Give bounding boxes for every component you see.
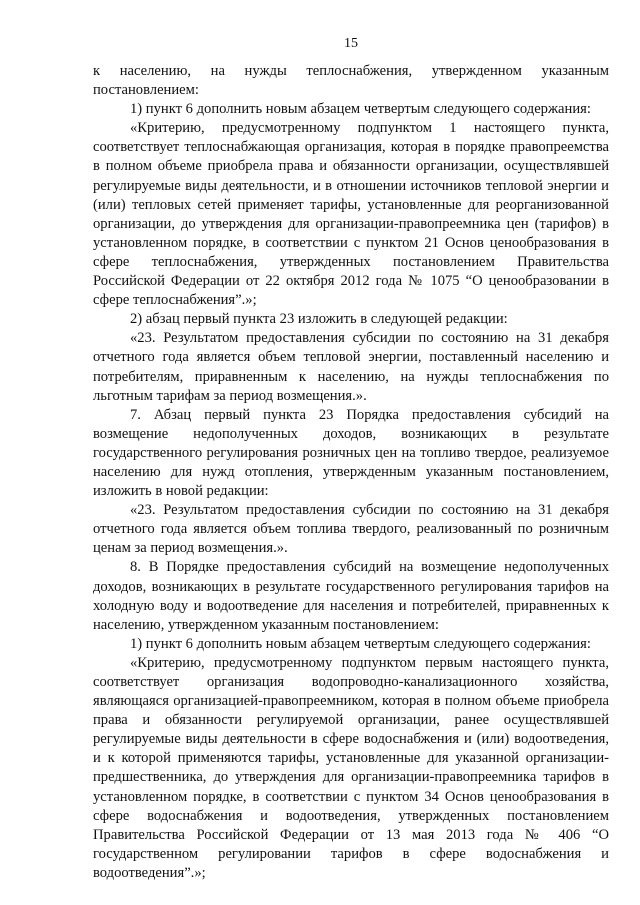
paragraph-item-7: 7. Абзац первый пункта 23 Порядка предоставления субсидий на возмещение недополученных доходов, возникающих в результате государственного регулирования розничных цен на топливо твердое, реализуемое населению для нужд отопления, утвержденным указанным постановлением, изложить в новой редакции:	[93, 406, 609, 500]
paragraph-continuation: к населению, на нужды теплоснабжения, утвержденном указанным постановлением:	[93, 63, 609, 99]
paragraph-subpoint-1: 1) пункт 6 дополнить новым абзацем четвертым следующего содержания:	[130, 101, 591, 118]
paragraph-subpoint-2: 2) абзац первый пункта 23 изложить в следующей редакции:	[130, 311, 508, 328]
paragraph-quote-criterion-heat: «Критерию, предусмотренному подпунктом 1 настоящего пункта, соответствует теплоснабжающая организация, которая в порядке правопреемства в полном объеме приобрела права и обязанности организации, осуществлявшей регулируемые виды деятельности, и в отношении источников тепловой энергии и (или) тепловых сетей применяет тарифы, установленные для реорганизованной организации, до утверждения для организации-правопреемника цен (тарифов) в установленном порядке, в соответствии с пунктом 21 Основ ценообразования в сфере теплоснабжения, утвержденных постановлением Правительства Российской Федерации от 22 октября 2012 года № 1075 “О ценообразовании в сфере теплоснабжения”.»;	[93, 120, 609, 309]
paragraph-item-8: 8. В Порядке предоставления субсидий на возмещение недополученных доходов, возникающих в результате государственного регулирования тарифов на холодную воду и водоотведение для населения и потребителей, приравненных к населению, утвержденном указанным постановлением:	[93, 559, 609, 633]
paragraph-quote-23-heat: «23. Результатом предоставления субсидии по состоянию на 31 декабря отчетного года является объем тепловой энергии, поставленный населению и потребителям, приравненным к населению, на нужды теплоснабжения по льготным тарифам за период возмещения.».	[93, 330, 609, 404]
paragraph-quote-23-fuel: «23. Результатом предоставления субсидии по состоянию на 31 декабря отчетного года является объем топлива твердого, реализованный по розничным ценам за период возмещения.».	[93, 502, 609, 557]
document-body	[93, 62, 609, 883]
paragraph-quote-criterion-water: «Критерию, предусмотренному подпунктом первым настоящего пункта, соответствует организация водопроводно-канализационного хозяйства, являющаяся организацией-правопреемником, которая в полном объеме приобрела права и обязанности регулируемой организации, ранее осуществлявшей регулируемые виды деятельности в сфере водоснабжения и (или) водоотведения, и к которой применяются тарифы, установленные для указанной организации-предшественника, до утверждения для организации-правопреемника тарифов в установленном порядке, в соответствии с пунктом 34 Основ ценообразования в сфере водоснабжения и водоотведения, утвержденных постановлением Правительства Российской Федерации от 13 мая 2013 года № 406 “О государственном регулировании тарифов в сфере водоснабжения и водоотведения”.»;	[93, 654, 609, 881]
paragraph-subpoint-1-water: 1) пункт 6 дополнить новым абзацем четвертым следующего содержания:	[130, 635, 591, 652]
page-number: 15	[344, 36, 358, 51]
